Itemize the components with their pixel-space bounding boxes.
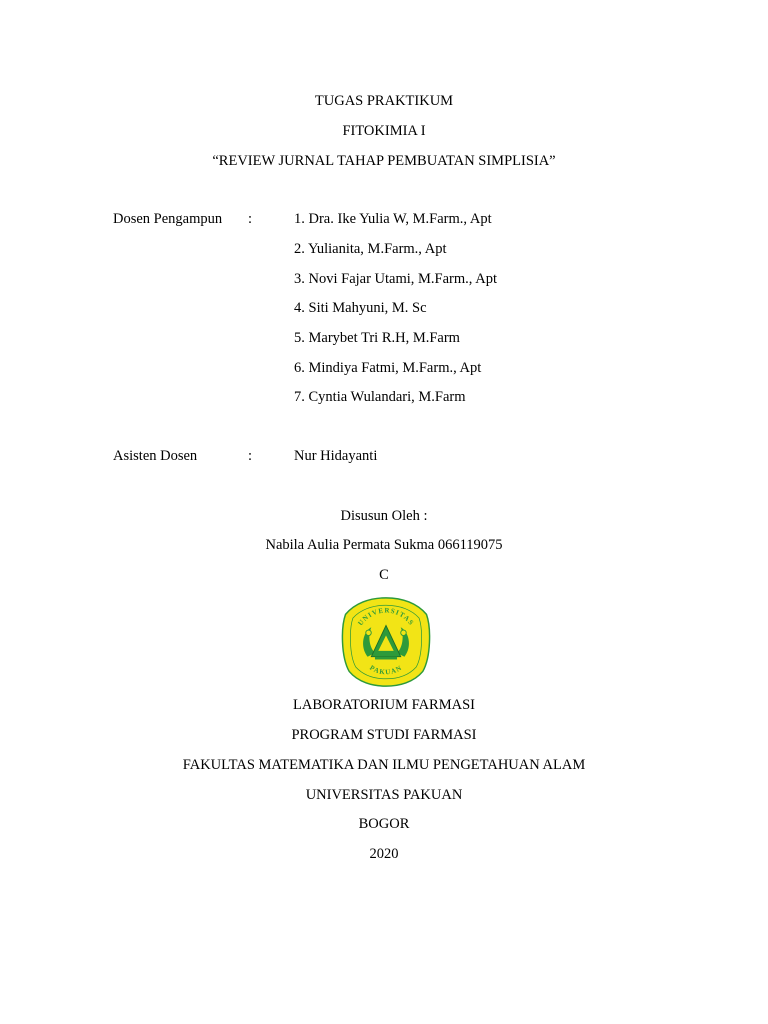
- dosen-item: 1. Dra. Ike Yulia W, M.Farm., Apt: [294, 211, 492, 227]
- university-name: UNIVERSITAS PAKUAN: [305, 787, 463, 803]
- asisten-label: Asisten Dosen: [113, 448, 198, 464]
- dosen-item: 3. Novi Fajar Utami, M.Farm., Apt: [294, 271, 497, 287]
- dosen-item: 2. Yulianita, M.Farm., Apt: [294, 241, 447, 257]
- dosen-item: 4. Siti Mahyuni, M. Sc: [294, 300, 427, 316]
- course-title: FITOKIMIA I: [342, 123, 426, 139]
- assignment-title: TUGAS PRAKTIKUM: [314, 93, 454, 109]
- dosen-colon: :: [248, 211, 253, 227]
- logo-bottom-text: PAKUAN: [368, 664, 404, 677]
- universitas-pakuan-logo-icon: [340, 596, 432, 688]
- report-title: “REVIEW JURNAL TAHAP PEMBUATAN SIMPLISIA”: [212, 153, 556, 169]
- author-name: Nabila Aulia Permata Sukma 066119075: [265, 537, 503, 553]
- dosen-item: 6. Mindiya Fatmi, M.Farm., Apt: [294, 360, 482, 376]
- author-class: C: [379, 567, 389, 583]
- study-program: PROGRAM STUDI FARMASI: [291, 727, 477, 743]
- dosen-item: 7. Cyntia Wulandari, M.Farm: [294, 389, 466, 405]
- dosen-label: Dosen Pengampun: [113, 211, 223, 227]
- dosen-item: 5. Marybet Tri R.H, M.Farm: [294, 330, 460, 346]
- logo-top-text: UNIVERSITAS: [357, 607, 415, 628]
- faculty-name: FAKULTAS MATEMATIKA DAN ILMU PENGETAHUAN ALAM: [182, 757, 586, 773]
- asisten-value: Nur Hidayanti: [294, 448, 378, 464]
- asisten-colon: :: [248, 448, 253, 464]
- author-heading: Disusun Oleh :: [340, 508, 428, 524]
- year: 2020: [369, 846, 399, 862]
- lab-name: LABORATORIUM FARMASI: [293, 697, 475, 713]
- city-name: BOGOR: [358, 816, 410, 832]
